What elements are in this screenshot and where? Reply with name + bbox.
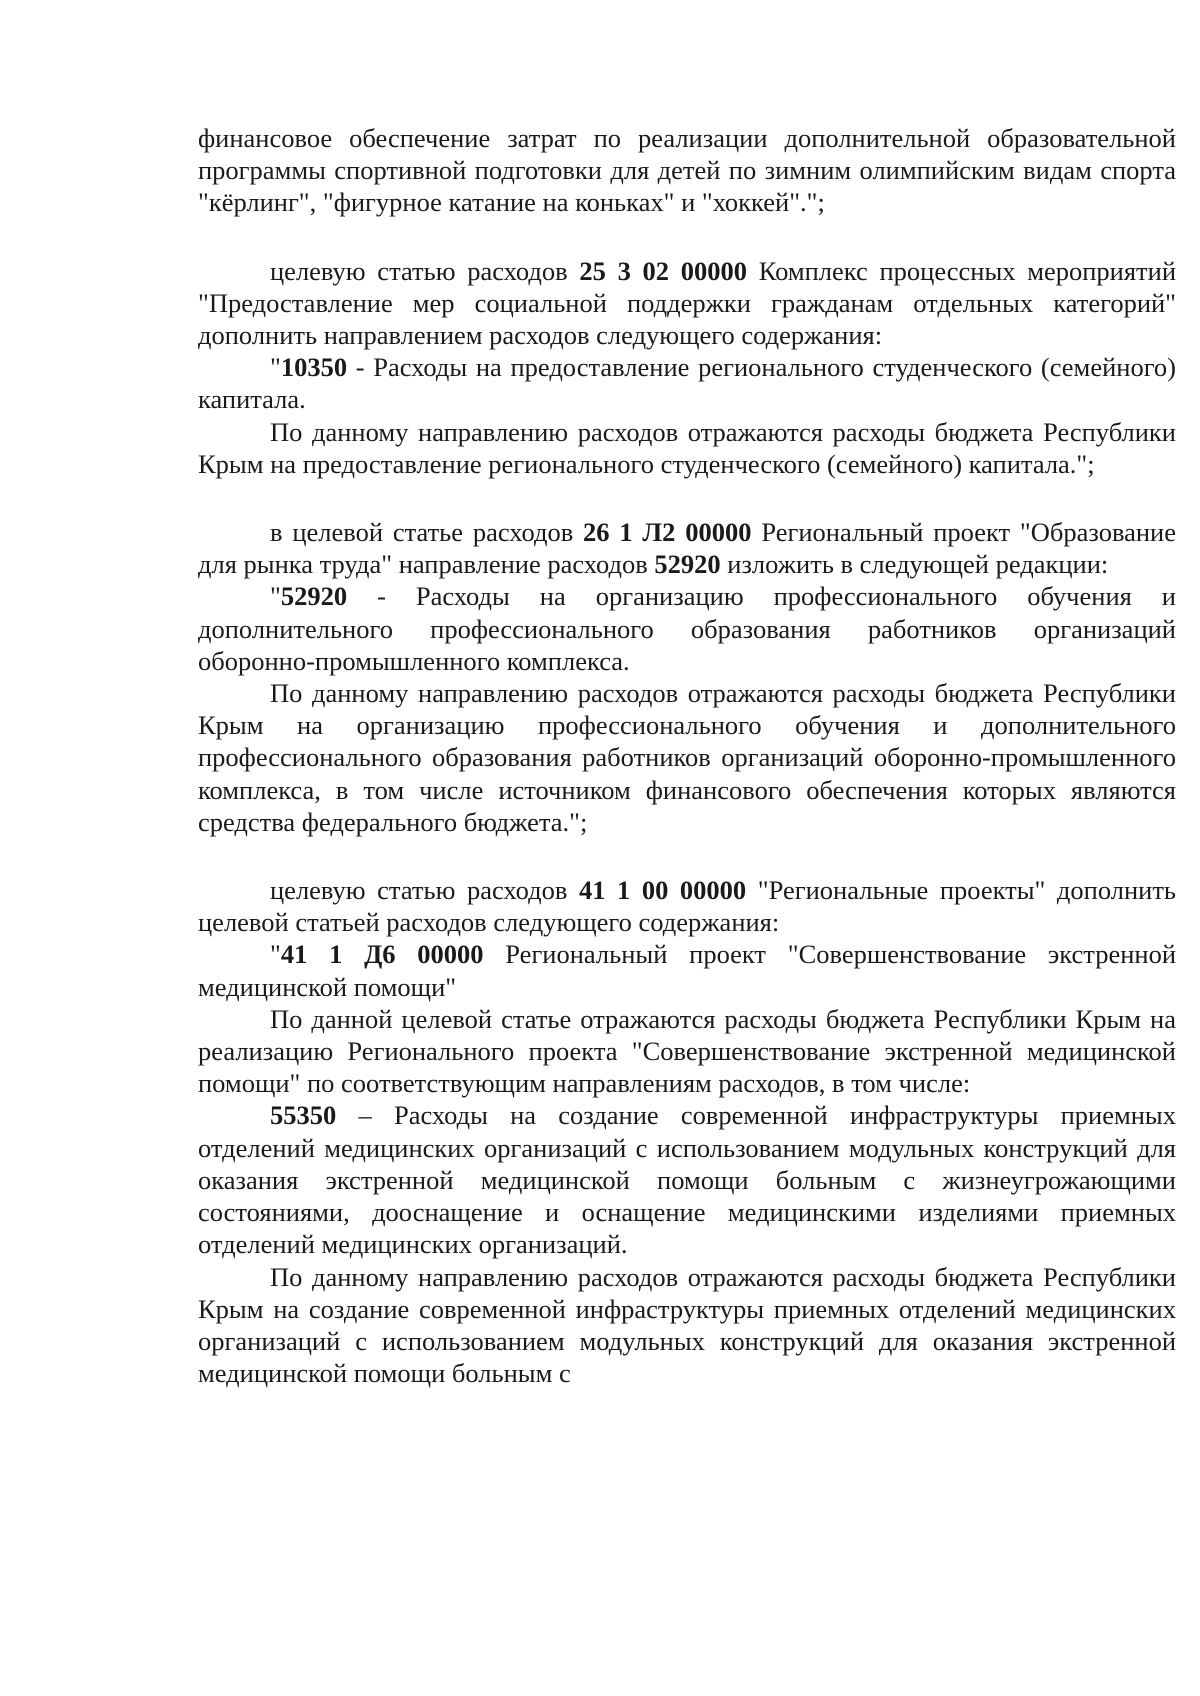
paragraph: 55350 – Расходы на создание современной инфраструктуры приемных отделений медицинских организаций с использованием модульных конструкций для оказания экстренной медицинской помощи больным с жизнеугрожающими состояниями, дооснащение и оснащение медицинскими изделиями приемных отделений медицинских организаций. [198, 1100, 1176, 1260]
paragraph: "52920 - Расходы на организацию профессионального обучения и дополнительного профессионального образования работников организаций оборонно-промышленного комплекса. [198, 581, 1176, 676]
paragraph: По данному направлению расходов отражаются расходы бюджета Республики Крым на организацию профессионального обучения и дополнительного профессионального образования работников организаций оборонно-промышленного комплекса, в том числе источником финансового обеспечения которых являются средства федерального бюджета."; [198, 678, 1176, 837]
paragraph: По данному направлению расходов отражаются расходы бюджета Республики Крым на создание современной инфраструктуры приемных отделений медицинских организаций с использованием модульных конструкций для оказания экстренной медицинской помощи больным с [198, 1261, 1176, 1389]
paragraph: По данному направлению расходов отражаются расходы бюджета Республики Крым на предоставление регионального студенческого (семейного) капитала."; [198, 416, 1176, 479]
paragraph: финансовое обеспечение затрат по реализации дополнительной образовательной программы спортивной подготовки для детей по зимним олимпийским видам спорта "кёрлинг", "фигурное катание на коньках" и "хоккей"."; [198, 123, 1176, 218]
section-gap [198, 219, 1176, 255]
code-number: 55350 [270, 1100, 337, 1131]
code-number: 52920 [280, 581, 348, 612]
code-number: 25 3 02 00000 [579, 255, 747, 286]
document-page [198, 122, 1176, 1389]
section-gap [198, 480, 1176, 516]
paragraph: По данной целевой статье отражаются расходы бюджета Республики Крым на реализацию Регионального проекта "Совершенствование экстренной медицинской помощи" по соответствующим направлениям расходов, в том числе: [198, 1003, 1176, 1099]
paragraph: "41 1 Д6 00000 Региональный проект "Совершенствование экстренной медицинской помощи" [198, 939, 1176, 1002]
paragraph: "10350 - Расходы на предоставление регионального студенческого (семейного) капитала. [198, 352, 1176, 415]
code-number: 26 1 Л2 00000 [583, 517, 752, 548]
paragraph: в целевой статье расходов 26 1 Л2 00000 Региональный проект "Образование для рынка труда" направление расходов 52920 изложить в следующей редакции: [198, 517, 1176, 580]
paragraph: целевую статью расходов 41 1 00 00000 "Региональные проекты" дополнить целевой статьей расходов следующего содержания: [198, 875, 1176, 938]
code-number: 41 1 00 00000 [578, 875, 747, 906]
code-number: 41 1 Д6 00000 [280, 939, 484, 970]
code-number: 52920 [654, 549, 721, 580]
paragraph: целевую статью расходов 25 3 02 00000 Комплекс процессных мероприятий "Предоставление мер социальной поддержки гражданам отдельных категорий" дополнить направлением расходов следующего содержания: [198, 255, 1176, 351]
code-number: 10350 [280, 352, 348, 383]
section-gap [198, 838, 1176, 874]
